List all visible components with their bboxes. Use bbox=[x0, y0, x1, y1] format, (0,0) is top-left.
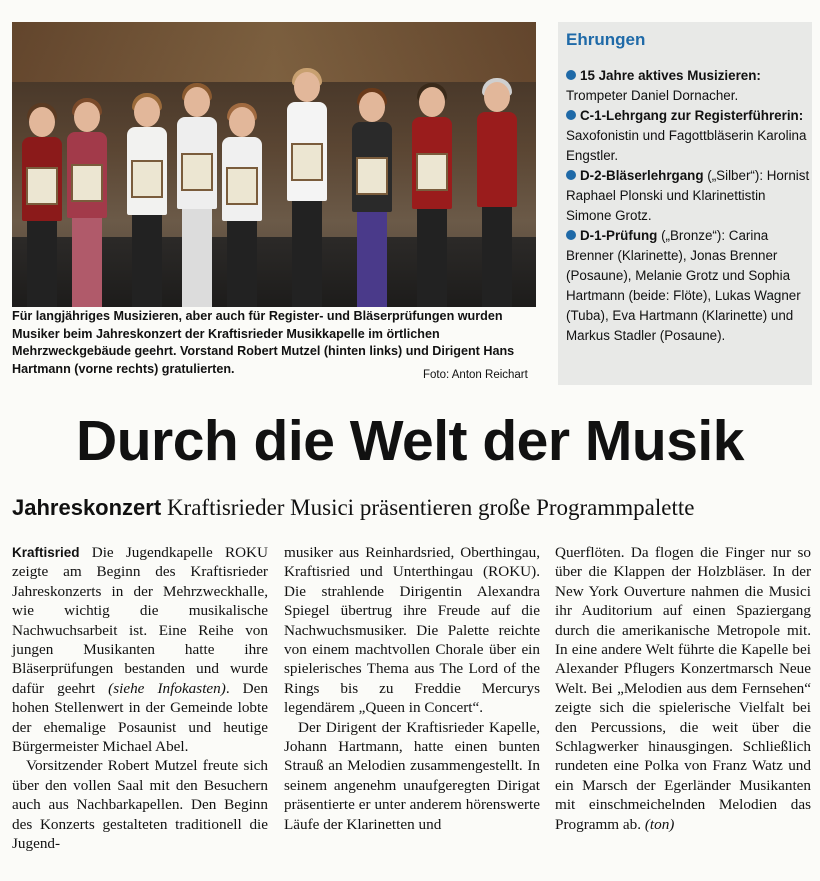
certificate-frame bbox=[71, 164, 103, 202]
paragraph: Vorsitzender Robert Mutzel freute sich über den vollen Saal mit den Besuchern auch aus Nachbarkapellen. Den Beginn des Konzerts gestalteten traditionell die Jugend- bbox=[12, 757, 268, 853]
paragraph-text: Querflöten. Da flogen die Finger nur so über die Klappen der Holzbläser. In der New York Ouverture nahmen die Musici ihr Auditorium auf einen Spaziergang durch die amerikanische Metropole mit. In eine andere Welt führte die Kapelle bei Alexander Pflugers Konzertmarsch Neue Welt. Bei „Melodien aus dem Fernsehen“ zeigte sich die spielerische Vielfalt bei den Percussions, die weit über die Schlagwerker hinausgingen. Schließlich rundeten eine Polka von Franz Watz und ein Marsch der Egerländer Musikanten mit einschmeichelnden Melodien das Programm ab. bbox=[555, 544, 811, 833]
musician-figure bbox=[122, 97, 172, 307]
author-signature: (ton) bbox=[644, 815, 675, 833]
bullet-icon bbox=[566, 230, 576, 240]
honors-list bbox=[566, 66, 810, 346]
legs bbox=[182, 208, 212, 307]
article-headline: Durch die Welt der Musik bbox=[76, 409, 744, 473]
certificate-frame bbox=[226, 167, 258, 205]
head bbox=[484, 82, 510, 112]
paragraph bbox=[555, 543, 811, 834]
honor-recipients: („Bronze“): Carina Brenner (Klarinette), Jonas Brenner (Posaune), Melanie Grotz und Sophia Hartmann (beide: Flöte), Lukas Wagner (Tuba), Eva Hartmann (Klarinette) und Markus Stadler (Posaune). bbox=[566, 228, 801, 343]
head bbox=[229, 107, 255, 137]
certificate-frame bbox=[356, 157, 388, 195]
musician-figure bbox=[347, 92, 397, 307]
certificate-frame bbox=[26, 167, 58, 205]
musician-figure bbox=[217, 107, 267, 307]
legs bbox=[227, 217, 257, 307]
legs bbox=[417, 208, 447, 307]
honor-category: 15 Jahre aktives Musizieren: bbox=[580, 68, 761, 83]
head bbox=[29, 107, 55, 137]
info-box bbox=[558, 22, 812, 385]
kicker: Jahreskonzert bbox=[12, 495, 162, 520]
paragraph-text: Die Jugendkapelle ROKU zeigte am Beginn des Kraftisrieder Jahreskonzerts in der Mehrzweckhalle, wie wichtig die musikalische Nachwuchsarbeit ist. Eine Reihe von jungen Musikanten hatte ihre Bläserprüfungen bestanden und wurde dafür geehrt bbox=[12, 544, 268, 697]
bullet-icon bbox=[566, 70, 576, 80]
honor-category: D-2-Bläserlehrgang bbox=[580, 168, 704, 183]
info-box-title: Ehrungen bbox=[566, 30, 646, 49]
head bbox=[419, 87, 445, 117]
paragraph: musiker aus Reinhardsried, Oberthingau, Kraftisried und Unterthingau (ROKU). Die strahlende Dirigentin Alexandra Spiegel übertrug ihre Freude auf die Nachwuchsmusiker. Die Palette reichte von einem machtvollen Chorale über ein spielerisches Thema aus The Lord of the Rings bis zu Freddie Mercurys legendärem „Queen in Concert“. bbox=[284, 544, 540, 717]
musician-figure bbox=[172, 87, 222, 307]
head bbox=[294, 72, 320, 102]
honor-category: D-1-Prüfung bbox=[580, 228, 658, 243]
article-column-3 bbox=[555, 543, 811, 834]
subheadline-text: Kraftisrieder Musici präsentieren große Programmpalette bbox=[161, 495, 695, 520]
certificate-frame bbox=[416, 153, 448, 191]
honor-recipients: („Silber“): Hornist Raphael Plonski und Klarinettistin Simone Grotz. bbox=[566, 168, 810, 223]
paragraph bbox=[12, 543, 268, 756]
dateline: Kraftisried bbox=[12, 545, 80, 560]
stage-backdrop bbox=[12, 22, 536, 82]
photo-caption: Für langjähriges Musizieren, aber auch für Register- und Bläserprüfungen wurden Musiker beim Jahreskonzert der Kraftisrieder Musikkapelle im örtlichen Mehrzweckgebäude geehrt. Vorstand Robert Mutzel (hinten links) und Dirigent Hans Hartmann (vorne rechts) gratulierten. bbox=[12, 309, 515, 376]
musician-figure bbox=[282, 72, 332, 307]
head bbox=[134, 97, 160, 127]
head bbox=[74, 102, 100, 132]
certificate-frame bbox=[291, 143, 323, 181]
legs bbox=[292, 201, 322, 307]
musician-figure bbox=[472, 82, 522, 307]
honor-item bbox=[566, 226, 810, 346]
musician-figure bbox=[17, 107, 67, 307]
torso bbox=[477, 112, 517, 207]
legs bbox=[132, 213, 162, 308]
legs bbox=[357, 210, 387, 307]
article-photo bbox=[12, 22, 536, 307]
honor-item bbox=[566, 66, 810, 106]
certificate-frame bbox=[131, 160, 163, 198]
photo-credit: Foto: Anton Reichart bbox=[423, 369, 528, 381]
honor-item bbox=[566, 106, 810, 166]
musician-figure bbox=[407, 87, 457, 307]
article-subheadline bbox=[12, 495, 812, 521]
article-column-1 bbox=[12, 543, 268, 854]
paragraph-text: . Den hohen Stellenwert in der Gemeinde lobte der ehemalige Posaunist und heutige Bürgermeister Michael Abel. bbox=[12, 679, 268, 756]
bullet-icon bbox=[566, 170, 576, 180]
honor-item bbox=[566, 166, 810, 226]
bullet-icon bbox=[566, 110, 576, 120]
legs bbox=[27, 217, 57, 307]
legs bbox=[72, 215, 102, 307]
honor-recipients: Trompeter Daniel Dornacher. bbox=[566, 88, 739, 103]
infobox-reference: (siehe Infokasten) bbox=[108, 679, 226, 697]
article-column-2 bbox=[284, 543, 540, 834]
legs bbox=[482, 206, 512, 307]
musician-figure bbox=[62, 102, 112, 307]
certificate-frame bbox=[181, 153, 213, 191]
paragraph: Der Dirigent der Kraftisrieder Kapelle, Johann Hartmann, hatte einen bunten Strauß an Melodien zusammengestellt. In seinem angenehm unaufgeregten Dirigat präsentierte er unter anderem hörenswerte Läufe der Klarinetten und bbox=[284, 718, 540, 833]
head bbox=[359, 92, 385, 122]
honor-recipients: Saxofonistin und Fagottbläserin Karolina Engstler. bbox=[566, 128, 807, 163]
honor-category: C-1-Lehrgang zur Registerführerin: bbox=[580, 108, 804, 123]
head bbox=[184, 87, 210, 117]
